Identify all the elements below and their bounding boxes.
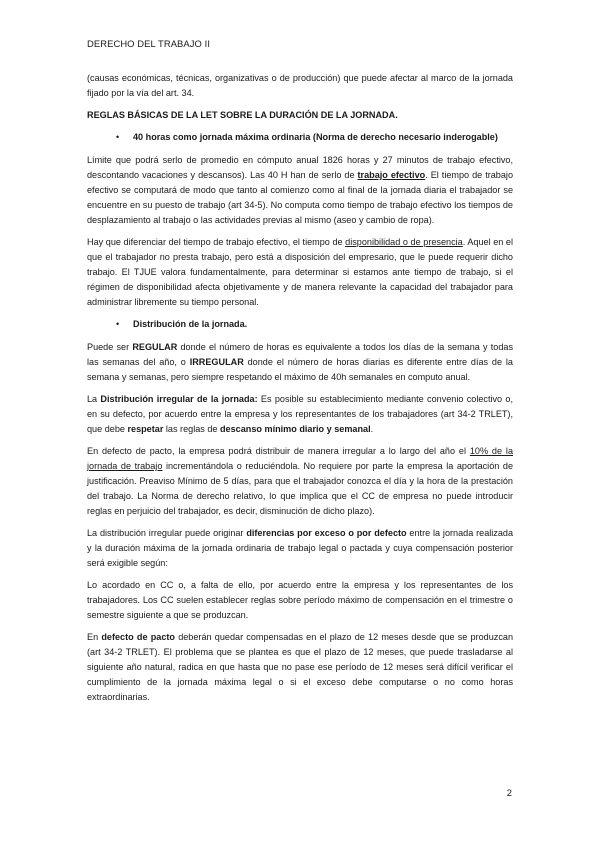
bold-term: diferencias por exceso o por defecto <box>246 528 407 538</box>
paragraph-disponibilidad <box>87 235 513 310</box>
text-run: . Aquel en el que el trabajador no presta trabajo, pero está a disposición del empresario, que le puede requerir dicho trabajo. El TJUE valora fundamentalmente, para determinar si estamos ante tiempo de trabajo, si el régimen de disponibilidad afecta objetivamente y de manera relevante la capacidad del trabajador para administrar libremente su tiempo personal. <box>87 237 513 307</box>
bold-term: defecto de pacto <box>101 632 175 642</box>
paragraph-intro: (causas económicas, técnicas, organizativas o de producción) que puede afectar al marco de la jornada fijado por la vía del art. 34. <box>87 73 513 98</box>
text-run: Puede ser <box>87 342 133 352</box>
text-run: incrementándola o reduciéndola. No requiere por parte la empresa la aportación de justificación. Preaviso Mínimo de 5 días, para que el trabajador conozca el día y la hora de la prestación del trabajo. La Norma de derecho relativo, lo que implica que el CC de empresa no puede introducir reglas en perjuicio del trabajador, es decir, disminución de dicho plazo). <box>87 461 513 516</box>
paragraph-distribucion-irregular <box>87 392 513 437</box>
bold-term: respetar <box>127 424 164 434</box>
text-run: En defecto de pacto, la empresa podrá distribuir de manera irregular a lo largo del año el <box>87 446 470 456</box>
text-run: Es posible su establecimiento mediante convenio colectivo o, en su defecto, por acuerdo entre la empresa y los representantes de los trabajadores (art 34-2 TRLET), que debe <box>87 394 513 434</box>
bullet-item-distribucion <box>87 317 513 332</box>
text-run: . <box>370 424 374 434</box>
bullet-text: 40 horas como jornada máxima ordinaria (Norma de derecho necesario inderogable) <box>133 132 498 142</box>
paragraph-compensacion <box>87 630 513 705</box>
text-run: Hay que diferenciar del tiempo de trabajo efectivo, el tiempo de <box>87 237 346 247</box>
text-run: entre la jornada realizada y la duración máxima de la jornada ordinaria de trabajo legal o pactada y cuya compensación posterior será exigible según: <box>87 528 514 568</box>
underlined-term: disponibilidad o de presencia <box>345 237 463 247</box>
text-run: donde el número de horas es equivalente a todos los días de la semana y todas las semanas del año, o <box>87 342 514 367</box>
text-run: Límite que podrá serlo de promedio en cómputo anual 1826 horas y 27 minutos de trabajo efectivo, descontando vacaciones y descansos). Las 40 H han de serlo de <box>87 155 513 180</box>
underlined-term: 10% de la jornada de trabajo <box>87 446 514 471</box>
paragraph-diferencias <box>87 526 513 571</box>
bold-term: descanso mínimo diario y semanal <box>220 424 371 434</box>
text-run: deberán quedar compensadas en el plazo de 12 meses desde que se produzcan (art 34-2 TRLET). El problema que se plantea es que el plazo de 12 meses, que puede trasladarse al siguiente año natural, radica en que hasta que no pase ese período de 12 meses será difícil verificar el cumplimiento de la jornada máxima legal o si el exceso debe computarse o no como horas extraordinarias. <box>87 632 514 702</box>
paragraph-acordado-cc: Lo acordado en CC o, a falta de ello, por acuerdo entre la empresa y los representantes de los trabajadores. Los CC suelen establecer reglas sobre período máximo de compensación en el trimestre o semestre siguiente a que se produzcan. <box>87 580 513 620</box>
text-run: En <box>87 632 102 642</box>
text-run: donde el número de horas diarias es diferente entre días de la semana y semanas, pero siempre respetando el máximo de 40h semanales en computo anual. <box>87 357 513 382</box>
text-run: las reglas de <box>163 424 220 434</box>
section-title: REGLAS BÁSICAS DE LA LET SOBRE LA DURACIÓN DE LA JORNADA. <box>87 110 398 120</box>
document-body <box>87 71 513 712</box>
bold-term: Distribución irregular de la jornada: <box>100 394 258 404</box>
bullet-text: Distribución de la jornada. <box>133 319 248 329</box>
paragraph-defecto-pacto <box>87 444 513 519</box>
bullet-item-40-horas <box>87 130 513 145</box>
underlined-term: trabajo efectivo <box>357 170 426 180</box>
paragraph-regular-irregular <box>87 340 513 385</box>
text-run: La <box>87 394 101 404</box>
paragraph-limite <box>87 153 513 228</box>
bullet-icon: • <box>116 319 120 329</box>
bold-term: REGULAR <box>132 342 178 352</box>
text-run: La distribución irregular puede originar <box>87 528 247 538</box>
bold-term: IRREGULAR <box>189 357 244 367</box>
page-header: DERECHO DEL TRABAJO II <box>87 38 211 49</box>
page-number: 2 <box>506 787 512 798</box>
text-run: . El tiempo de trabajo efectivo se computará de modo que tanto al comienzo como al final de la jornada diaria el trabajador se encuentre en su puesto de trabajo (art 34-5). No computa como tiempo de trabajo efectivo los tiempos de desplazamiento al trabajo o las actividades previas al mismo (aseo y cambio de ropa). <box>87 170 513 225</box>
bullet-icon: • <box>116 132 120 142</box>
